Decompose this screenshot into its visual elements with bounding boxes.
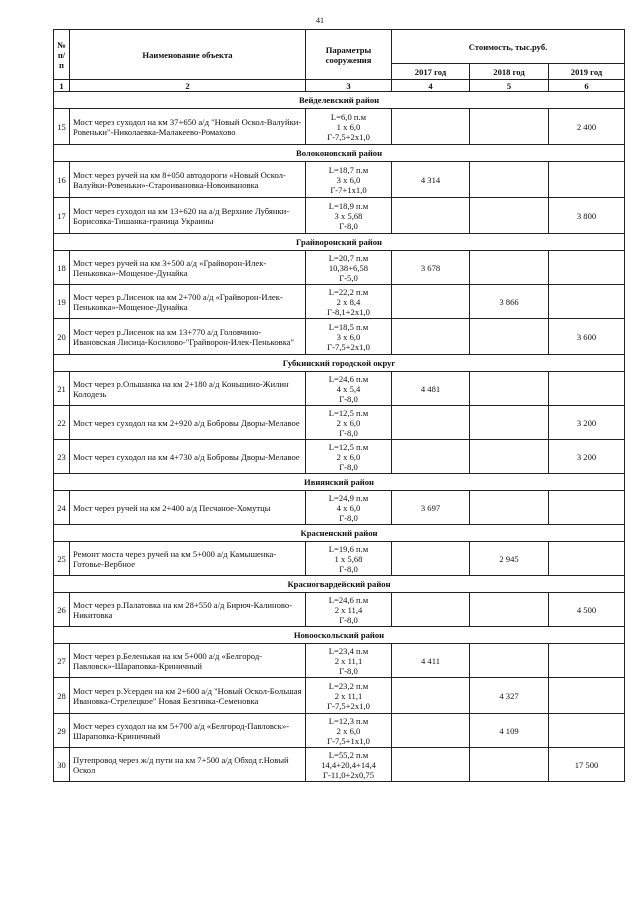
table-row <box>54 109 625 145</box>
row-number: 15 <box>54 109 70 145</box>
object-params <box>306 491 392 525</box>
region-row <box>54 145 625 162</box>
object-params <box>306 714 392 748</box>
object-name: Мост через р.Ольшанка на км 2+180 а/д Коньшино-Жилин Колодезь <box>70 372 306 406</box>
region-title: Вейделевский район <box>54 92 625 109</box>
cost-2018 <box>470 251 549 285</box>
table-row <box>54 748 625 782</box>
param-line: 2 х 11,1 <box>334 655 363 666</box>
param-line: Г-7,5+2х1,0 <box>327 341 370 352</box>
index-cell: 6 <box>549 80 625 92</box>
region-title: Красненский район <box>54 525 625 542</box>
cost-2018: 3 866 <box>470 285 549 319</box>
region-row <box>54 92 625 109</box>
param-line: 2 х 6,0 <box>336 725 361 736</box>
param-line: 3 х 6,0 <box>336 331 361 342</box>
param-line: L=22,2 п.м <box>328 286 369 297</box>
cost-2017 <box>392 319 470 355</box>
cost-2017 <box>392 198 470 234</box>
cost-2017 <box>392 109 470 145</box>
cost-2017 <box>392 542 470 576</box>
param-line: Г-8,0 <box>339 665 358 676</box>
cost-2018 <box>470 372 549 406</box>
row-number: 19 <box>54 285 70 319</box>
object-params <box>306 319 392 355</box>
param-line: Г-8,0 <box>339 393 358 404</box>
objects-table <box>53 29 625 782</box>
row-number: 16 <box>54 162 70 198</box>
object-name: Мост через р.Беленькая на км 5+000 а/д «Белгород-Павловск»-Шараповка-Криничный <box>70 644 306 678</box>
cost-2019: 4 500 <box>549 593 625 627</box>
cost-2018 <box>470 162 549 198</box>
object-name: Мост через суходол на км 13+620 на а/д Верхние Лубянки-Борисовка-Тишанка-граница Украины <box>70 198 306 234</box>
table-row <box>54 162 625 198</box>
region-title: Грайворонский район <box>54 234 625 251</box>
cost-2018 <box>470 748 549 782</box>
object-name: Мост через ручей на км 8+050 автодороги «Новый Оскол-Валуйки-Ровеньки»-Староивановка-Новоивановка <box>70 162 306 198</box>
header-num: № п/п <box>54 30 70 80</box>
cost-2017 <box>392 714 470 748</box>
table-row <box>54 251 625 285</box>
cost-2017 <box>392 285 470 319</box>
param-line: 3 х 6,0 <box>336 174 361 185</box>
cost-2017 <box>392 406 470 440</box>
object-name: Мост через р.Усерден на км 2+600 а/д "Новый Оскол-Большая Ивановка-Стрелецкое" Новая Безгинка-Семеновка <box>70 678 306 714</box>
cost-2018: 2 945 <box>470 542 549 576</box>
table-row <box>54 644 625 678</box>
region-title: Новооскольский район <box>54 627 625 644</box>
index-cell: 4 <box>392 80 470 92</box>
header-params: Параметры сооружения <box>306 30 392 80</box>
cost-2019: 2 400 <box>549 109 625 145</box>
row-number: 23 <box>54 440 70 474</box>
object-params <box>306 198 392 234</box>
param-line: L=23,2 п.м <box>328 680 369 691</box>
row-number: 27 <box>54 644 70 678</box>
cost-2018 <box>470 198 549 234</box>
row-number: 26 <box>54 593 70 627</box>
param-line: Г-7,5+2х1,0 <box>327 131 370 142</box>
table-row <box>54 593 625 627</box>
object-params <box>306 593 392 627</box>
object-name: Мост через суходол на км 4+730 а/д Бобровы Дворы-Мелавое <box>70 440 306 474</box>
cost-2017: 4 314 <box>392 162 470 198</box>
param-line: 2 х 11,4 <box>334 604 363 615</box>
object-params <box>306 285 392 319</box>
object-params <box>306 406 392 440</box>
region-title: Волоконовский район <box>54 145 625 162</box>
object-name: Мост через ручей на км 3+500 а/д «Грайворон-Илек-Пеньковка»-Мощеное-Дунайка <box>70 251 306 285</box>
table-row <box>54 678 625 714</box>
object-name: Мост через ручей на км 2+400 а/д Песчаное-Хомутцы <box>70 491 306 525</box>
cost-2017: 4 411 <box>392 644 470 678</box>
table-row <box>54 491 625 525</box>
object-params <box>306 372 392 406</box>
object-params <box>306 678 392 714</box>
object-name: Мост через суходол на км 37+650 а/д "Новый Оскол-Валуйки-Ровеньки"-Николаевка-Малакеево-Ромахово <box>70 109 306 145</box>
object-name: Мост через суходол на км 2+920 а/д Бобровы Дворы-Мелавое <box>70 406 306 440</box>
param-line: Г-7,5+1х1,0 <box>327 735 370 746</box>
object-params <box>306 748 392 782</box>
param-line: Г-8,0 <box>339 427 358 438</box>
object-params <box>306 440 392 474</box>
object-params <box>306 251 392 285</box>
cost-2017 <box>392 748 470 782</box>
row-number: 22 <box>54 406 70 440</box>
table-row <box>54 406 625 440</box>
table-body <box>54 92 625 782</box>
param-line: L=18,7 п.м <box>328 164 369 175</box>
cost-2018 <box>470 109 549 145</box>
param-line: 2 х 6,0 <box>336 451 361 462</box>
index-cell: 3 <box>306 80 392 92</box>
header-row <box>54 30 625 64</box>
row-number: 28 <box>54 678 70 714</box>
param-line: 1 х 6,0 <box>336 121 361 132</box>
cost-2019 <box>549 285 625 319</box>
cost-2019: 3 600 <box>549 319 625 355</box>
cost-2017 <box>392 678 470 714</box>
index-cell: 5 <box>470 80 549 92</box>
cost-2019 <box>549 714 625 748</box>
param-line: L=24,9 п.м <box>328 492 369 503</box>
cost-2017: 3 678 <box>392 251 470 285</box>
cost-2019 <box>549 251 625 285</box>
param-line: Г-8,0 <box>339 563 358 574</box>
object-name: Путепровод через ж/д пути на км 7+500 а/д Обход г.Новый Оскол <box>70 748 306 782</box>
param-line: L=12,3 п.м <box>328 715 369 726</box>
header-year-2017: 2017 год <box>392 64 470 80</box>
cost-2019 <box>549 678 625 714</box>
param-line: 10,38+6,58 <box>328 262 369 273</box>
cost-2019: 3 200 <box>549 440 625 474</box>
cost-2017 <box>392 440 470 474</box>
region-row <box>54 525 625 542</box>
cost-2018 <box>470 440 549 474</box>
cost-2017: 4 481 <box>392 372 470 406</box>
region-title: Губкинский городской округ <box>54 355 625 372</box>
param-line: L=20,7 п.м <box>328 252 369 263</box>
cost-2018 <box>470 491 549 525</box>
cost-2018: 4 327 <box>470 678 549 714</box>
param-line: L=55,2 п.м <box>328 749 369 760</box>
param-line: L=6,0 п.м <box>330 111 367 122</box>
param-line: Г-5,0 <box>339 272 358 283</box>
cost-2018 <box>470 644 549 678</box>
header-name: Наименование объекта <box>70 30 306 80</box>
param-line: Г-11,0+2х0,75 <box>322 769 375 780</box>
row-number: 30 <box>54 748 70 782</box>
cost-2019 <box>549 491 625 525</box>
param-line: L=23,4 п.м <box>328 645 369 656</box>
param-line: 2 х 11,1 <box>334 690 363 701</box>
object-name: Мост через р.Палатовка на км 28+550 а/д Бирюч-Калиново-Никитовка <box>70 593 306 627</box>
param-line: 2 х 6,0 <box>336 417 361 428</box>
object-params <box>306 644 392 678</box>
region-title: Ивнянский район <box>54 474 625 491</box>
row-number: 18 <box>54 251 70 285</box>
object-name: Ремонт моста через ручей на км 5+000 а/д Камышенка-Готовье-Вербное <box>70 542 306 576</box>
param-line: 14,4+20,4+14,4 <box>321 759 376 770</box>
cost-2019 <box>549 542 625 576</box>
param-line: L=12,5 п.м <box>328 407 369 418</box>
table-row <box>54 714 625 748</box>
page-number: 41 <box>316 16 324 25</box>
row-number: 17 <box>54 198 70 234</box>
param-line: Г-8,0 <box>339 220 358 231</box>
param-line: Г-8,0 <box>339 614 358 625</box>
header-cost: Стоимость, тыс.руб. <box>392 30 625 64</box>
row-number: 24 <box>54 491 70 525</box>
table-row <box>54 542 625 576</box>
object-params <box>306 109 392 145</box>
param-line: L=24,6 п.м <box>328 594 369 605</box>
region-row <box>54 576 625 593</box>
param-line: L=12,5 п.м <box>328 441 369 452</box>
cost-2019 <box>549 372 625 406</box>
param-line: Г-8,0 <box>339 461 358 472</box>
object-name: Мост через р.Лисенок на км 13+770 а/д Головчино-Ивановская Лисица-Косилово-"Грайворон-Илек-Пеньковка" <box>70 319 306 355</box>
row-number: 25 <box>54 542 70 576</box>
param-line: 2 х 8,4 <box>336 296 361 307</box>
param-line: 4 х 6,0 <box>336 502 361 513</box>
region-row <box>54 474 625 491</box>
object-params <box>306 542 392 576</box>
param-line: Г-7,5+2х1,0 <box>327 700 370 711</box>
row-number: 21 <box>54 372 70 406</box>
index-row <box>54 80 625 92</box>
cost-2018 <box>470 406 549 440</box>
param-line: 1 х 5,68 <box>334 553 363 564</box>
region-row <box>54 627 625 644</box>
header-year-2019: 2019 год <box>549 64 625 80</box>
region-row <box>54 234 625 251</box>
cost-2018 <box>470 593 549 627</box>
cost-2019: 3 200 <box>549 406 625 440</box>
param-line: L=18,5 п.м <box>328 321 369 332</box>
cost-2019 <box>549 644 625 678</box>
row-number: 20 <box>54 319 70 355</box>
cost-2018: 4 109 <box>470 714 549 748</box>
param-line: 3 х 5,68 <box>334 210 363 221</box>
table-row <box>54 372 625 406</box>
cost-2017: 3 697 <box>392 491 470 525</box>
cost-2019: 17 500 <box>549 748 625 782</box>
header-year-2018: 2018 год <box>470 64 549 80</box>
param-line: L=24,6 п.м <box>328 373 369 384</box>
param-line: Г-7+1х1,0 <box>330 184 367 195</box>
region-title: Красногвардейский район <box>54 576 625 593</box>
table-row <box>54 198 625 234</box>
table-row <box>54 440 625 474</box>
table-row <box>54 285 625 319</box>
index-cell: 1 <box>54 80 70 92</box>
param-line: L=19,6 п.м <box>328 543 369 554</box>
cost-2018 <box>470 319 549 355</box>
object-name: Мост через суходол на км 5+700 а/д «Белгород-Павловск»-Шараповка-Криничный <box>70 714 306 748</box>
object-name: Мост через р.Лисенок на км 2+700 а/д «Грайворон-Илек-Пеньковка»-Мощеное-Дунайка <box>70 285 306 319</box>
param-line: Г-8,0 <box>339 512 358 523</box>
table-row <box>54 319 625 355</box>
object-params <box>306 162 392 198</box>
index-cell: 2 <box>70 80 306 92</box>
row-number: 29 <box>54 714 70 748</box>
cost-2019: 3 800 <box>549 198 625 234</box>
cost-2017 <box>392 593 470 627</box>
param-line: 4 х 5,4 <box>336 383 361 394</box>
param-line: Г-8,1+2х1,0 <box>327 306 370 317</box>
cost-2019 <box>549 162 625 198</box>
region-row <box>54 355 625 372</box>
param-line: L=18,9 п.м <box>328 200 369 211</box>
